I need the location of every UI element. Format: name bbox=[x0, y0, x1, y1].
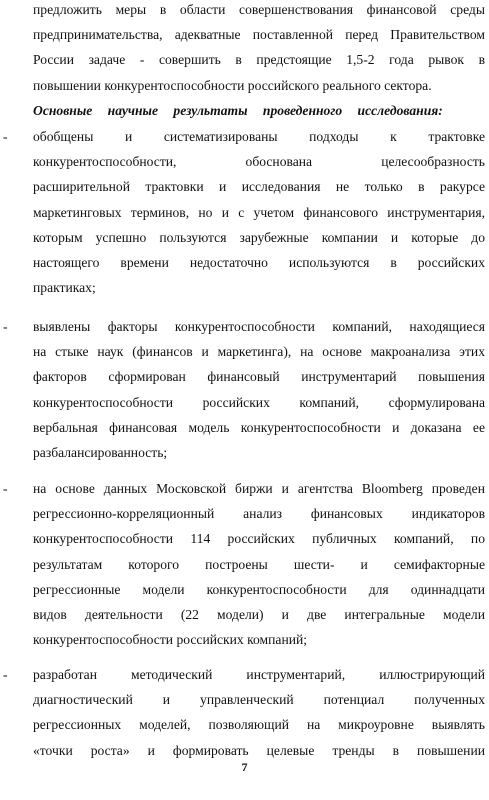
list-item-line: на основе данных Московской биржи и агентства Bloomberg проведен bbox=[33, 481, 485, 496]
list-item-line: маркетинговых терминов, но и с учетом финансового инструментария, bbox=[33, 204, 485, 220]
list-item-line: вербальная финансовая модель конкурентоспособности и доказана ее bbox=[33, 419, 485, 435]
list-item-line: расширительной трактовки и исследования не только в ракурсе bbox=[33, 179, 485, 195]
list-item-line: разбалансированность; bbox=[33, 444, 168, 460]
list-item-line: регрессионно-корреляционный анализ финансовых индикаторов bbox=[33, 506, 485, 522]
list-item-line: практиках; bbox=[33, 280, 96, 296]
list-item-line: разработан методический инструментарий, иллюстрирующий bbox=[33, 667, 485, 682]
list-item bbox=[33, 662, 485, 763]
list-item bbox=[33, 314, 485, 465]
intro-paragraph bbox=[33, 0, 485, 98]
section-heading: Основные научные результаты проведенного исследования: bbox=[33, 103, 443, 118]
list-item-line: конкурентоспособности российских компаний, сформулирована bbox=[33, 394, 485, 410]
list-item bbox=[33, 124, 485, 300]
list-item-line: на стыке наук (финансов и маркетинга), на основе макроанализа этих bbox=[33, 344, 485, 360]
list-item-line: выявлены факторы конкурентоспособности компаний, находящиеся bbox=[33, 319, 485, 334]
list-item-line: «точки роста» и формировать целевые тренды в повышении bbox=[33, 742, 485, 758]
intro-line: предпринимательства, адекватные поставленной перед Правительством bbox=[33, 27, 485, 43]
intro-line: повышении конкурентоспособности российского реального сектора. bbox=[33, 77, 432, 93]
list-bullet: - bbox=[3, 129, 8, 144]
intro-line: России задаче - совершить в предстоящие 1,5-2 года рывок в bbox=[33, 52, 485, 68]
list-bullet: - bbox=[3, 667, 8, 682]
list-item-line: видов деятельности (22 модели) и две интегральные модели bbox=[33, 606, 485, 622]
list-item-line: обобщены и систематизированы подходы к трактовке bbox=[33, 129, 485, 144]
list-item-line: факторов сформирован финансовый инструментарий повышения bbox=[33, 369, 485, 385]
list-bullet: - bbox=[3, 319, 8, 334]
list-item-line: конкурентоспособности 114 российских публичных компаний, по bbox=[33, 531, 485, 547]
list-item-line: регрессионных моделей, позволяющий на микроуровне выявлять bbox=[33, 717, 485, 733]
list-bullet: - bbox=[3, 481, 8, 496]
list-item bbox=[33, 476, 485, 652]
list-item-line: диагностический и управленческий потенциал полученных bbox=[33, 692, 485, 708]
list-item-line: регрессионные модели конкурентоспособности для одиннадцати bbox=[33, 581, 485, 597]
intro-line: предложить меры в области совершенствования финансовой среды bbox=[33, 2, 485, 17]
list-item-line: которым успешно пользуются зарубежные компании и которые до bbox=[33, 229, 485, 245]
page-number: 7 bbox=[241, 760, 248, 774]
list-item-line: настоящего времени недостаточно используются в российских bbox=[33, 254, 485, 270]
list-item-line: результатам которого построены шести- и семифакторные bbox=[33, 556, 485, 572]
list-item-line: конкурентоспособности российских компаний; bbox=[33, 632, 308, 648]
list-item-line: конкурентоспособности, обоснована целесообразность bbox=[33, 154, 485, 170]
